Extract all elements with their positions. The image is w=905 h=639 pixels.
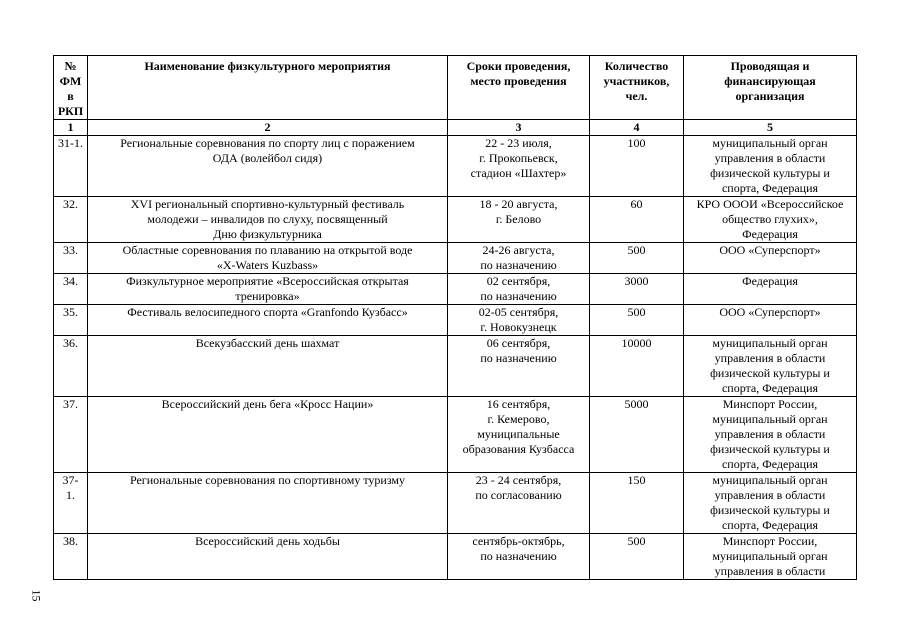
event-name: Физкультурное мероприятие «Всероссийская открытая тренировка» (88, 274, 448, 305)
column-number: 4 (590, 120, 684, 136)
column-number: 5 (684, 120, 857, 136)
dates-place: 02 сентября, по назначению (448, 274, 590, 305)
participants-count: 10000 (590, 336, 684, 397)
header-participants: Количество участников, чел. (590, 56, 684, 120)
table-row (54, 473, 857, 534)
header-event-name: Наименование физкультурного мероприятия (88, 56, 448, 120)
header-number: № ФМ в РКП (54, 56, 88, 120)
table-header (54, 56, 857, 120)
table-row (54, 336, 857, 397)
participants-count: 3000 (590, 274, 684, 305)
row-number: 32. (54, 197, 88, 243)
organization: муниципальный орган управления в области физической культуры и спорта, Федерация (684, 473, 857, 534)
participants-count: 500 (590, 305, 684, 336)
event-name: Региональные соревнования по спортивному туризму (88, 473, 448, 534)
row-number: 31-1. (54, 136, 88, 197)
column-number: 3 (448, 120, 590, 136)
organization: Минспорт России, муниципальный орган управления в области (684, 534, 857, 580)
row-number: 34. (54, 274, 88, 305)
dates-place: 18 - 20 августа, г. Белово (448, 197, 590, 243)
participants-count: 100 (590, 136, 684, 197)
organization: Федерация (684, 274, 857, 305)
page-number: 15 (29, 589, 44, 602)
dates-place: 16 сентября, г. Кемерово, муниципальные образования Кузбасса (448, 397, 590, 473)
organization: КРО ОООИ «Всероссийское общество глухих», Федерация (684, 197, 857, 243)
participants-count: 150 (590, 473, 684, 534)
column-number: 2 (88, 120, 448, 136)
table-body (54, 120, 857, 580)
event-name: Всекузбасский день шахмат (88, 336, 448, 397)
row-number: 35. (54, 305, 88, 336)
table-row (54, 397, 857, 473)
dates-place: сентябрь-октябрь, по назначению (448, 534, 590, 580)
table-row (54, 274, 857, 305)
organization: ООО «Суперспорт» (684, 305, 857, 336)
table-row (54, 243, 857, 274)
row-number: 37. (54, 397, 88, 473)
event-name: Областные соревнования по плаванию на открытой воде «X-Waters Kuzbass» (88, 243, 448, 274)
header-row (54, 56, 857, 120)
table-row (54, 305, 857, 336)
organization: муниципальный орган управления в области физической культуры и спорта, Федерация (684, 136, 857, 197)
column-number-row (54, 120, 857, 136)
event-name: Фестиваль велосипедного спорта «Granfondo Кузбасс» (88, 305, 448, 336)
header-dates-place: Сроки проведения, место проведения (448, 56, 590, 120)
organization: ООО «Суперспорт» (684, 243, 857, 274)
table-row (54, 197, 857, 243)
dates-place: 02-05 сентября, г. Новокузнецк (448, 305, 590, 336)
row-number: 37- 1. (54, 473, 88, 534)
table-row (54, 136, 857, 197)
event-name: Всероссийский день ходьбы (88, 534, 448, 580)
participants-count: 5000 (590, 397, 684, 473)
event-name: Региональные соревнования по спорту лиц с поражением ОДА (волейбол сидя) (88, 136, 448, 197)
column-number: 1 (54, 120, 88, 136)
row-number: 38. (54, 534, 88, 580)
organization: Минспорт России, муниципальный орган управления в области физической культуры и спорта, Федерация (684, 397, 857, 473)
participants-count: 500 (590, 534, 684, 580)
dates-place: 23 - 24 сентября, по согласованию (448, 473, 590, 534)
events-table (53, 55, 857, 580)
dates-place: 24-26 августа, по назначению (448, 243, 590, 274)
organization: муниципальный орган управления в области физической культуры и спорта, Федерация (684, 336, 857, 397)
table-row (54, 534, 857, 580)
event-name: Всероссийский день бега «Кросс Нации» (88, 397, 448, 473)
participants-count: 60 (590, 197, 684, 243)
participants-count: 500 (590, 243, 684, 274)
row-number: 33. (54, 243, 88, 274)
dates-place: 06 сентября, по назначению (448, 336, 590, 397)
event-name: XVI региональный спортивно-культурный фестиваль молодежи – инвалидов по слуху, посвященный Дню физкультурника (88, 197, 448, 243)
row-number: 36. (54, 336, 88, 397)
header-organization: Проводящая и финансирующая организация (684, 56, 857, 120)
dates-place: 22 - 23 июля, г. Прокопьевск, стадион «Шахтер» (448, 136, 590, 197)
